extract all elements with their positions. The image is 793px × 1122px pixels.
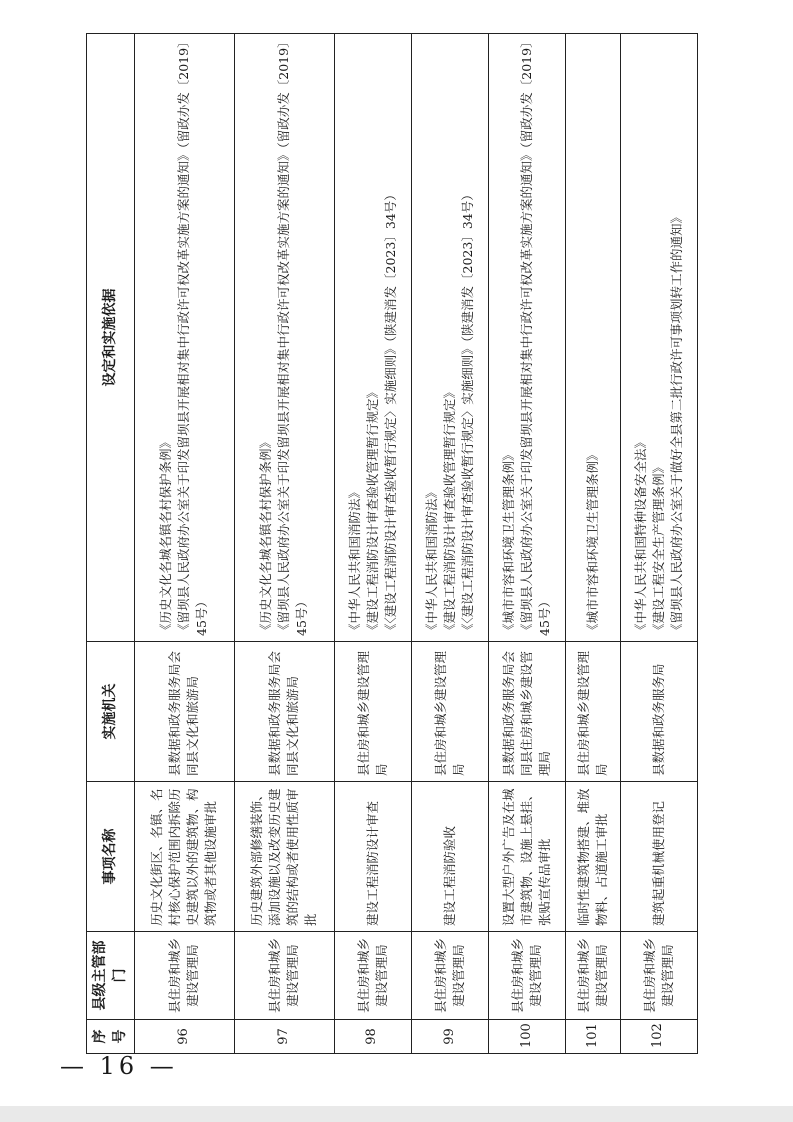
header-department: 县级主管部门 [87,932,135,1020]
row-agency: 县数据和政务服务局会同县文化和旅游局 [234,642,334,782]
basis-line: 《城市市容和环境卫生管理条例》 [584,448,600,636]
row-department: 县住房和城乡建设管理局 [334,932,411,1020]
table-row [411,34,488,1054]
rotated-table-container [86,34,698,1054]
row-agency: 县数据和政务服务局 [620,642,697,782]
basis-line: 《留坝县人民政府办公室关于印发留坝县开展相对集中行政许可权改革实施方案的通知》（留政办发〔2019〕45号） [519,41,553,636]
table-header-row [87,34,135,1054]
basis-line: 《建设工程安全生产管理条例》 [650,460,666,636]
basis-line: 《中华人民共和国消防法》 [346,485,362,636]
row-department: 县住房和城乡建设管理局 [489,932,566,1020]
row-agency: 县住房和城乡建设管理局 [566,642,620,782]
row-index: 97 [234,1020,334,1054]
header-index: 序号 [87,1020,135,1054]
row-index: 99 [411,1020,488,1054]
basis-line: 《建设工程消防设计审查验收管理暂行规定》 [364,385,380,636]
row-index: 102 [620,1020,697,1054]
basis-line: 《历史文化名城名镇名村保护条例》 [257,435,273,636]
row-agency: 县住房和城乡建设管理局 [411,642,488,782]
header-basis: 设定和实施依据 [87,34,135,642]
row-index: 98 [334,1020,411,1054]
basis-line: 《〈建设工程消防设计审查验收暂行规定〉实施细则》（陕建消发〔2023〕34号） [382,188,398,636]
row-department: 县住房和城乡建设管理局 [620,932,697,1020]
row-department: 县住房和城乡建设管理局 [134,932,234,1020]
row-basis [620,34,697,642]
row-basis [334,34,411,642]
row-item-name: 设置大型户外广告及在城市建筑物、设施上悬挂、张贴宣传品审批 [489,782,566,932]
row-item-name: 建设工程消防验收 [411,782,488,932]
row-basis [411,34,488,642]
row-item-name: 建筑起重机械使用登记 [620,782,697,932]
row-agency: 县数据和政务服务局会同县文化和旅游局 [134,642,234,782]
basis-line: 《〈建设工程消防设计审查验收暂行规定〉实施细则》（陕建消发〔2023〕34号） [460,188,476,636]
table-row [234,34,334,1054]
row-item-name: 临时性建筑物搭建、堆放物料、占道施工审批 [566,782,620,932]
row-index: 96 [134,1020,234,1054]
row-index: 100 [489,1020,566,1054]
row-department: 县住房和城乡建设管理局 [234,932,334,1020]
row-basis [489,34,566,642]
basis-line: 《中华人民共和国消防法》 [423,485,439,636]
table-row [620,34,697,1054]
basis-line: 《历史文化名城名镇名村保护条例》 [157,435,173,636]
row-item-name: 历史建筑外部修缮装饰、添加设施以及改变历史建筑的结构或者使用性质审批 [234,782,334,932]
basis-line: 《留坝县人民政府办公室关于做好全县第二批行政许可事项划转工作的通知》 [668,210,684,636]
basis-line: 《留坝县人民政府办公室关于印发留坝县开展相对集中行政许可权改革实施方案的通知》（留政办发〔2019〕45号） [176,41,210,636]
permit-items-table [86,33,698,1054]
row-item-name: 建设工程消防设计审查 [334,782,411,932]
table-row [566,34,620,1054]
row-department: 县住房和城乡建设管理局 [411,932,488,1020]
table-row [489,34,566,1054]
table-row [134,34,234,1054]
basis-line: 《建设工程消防设计审查验收管理暂行规定》 [441,385,457,636]
basis-line: 《城市市容和环境卫生管理条例》 [501,448,517,636]
row-basis [566,34,620,642]
basis-line: 《留坝县人民政府办公室关于印发留坝县开展相对集中行政许可权改革实施方案的通知》（留政办发〔2019〕45号） [276,41,310,636]
header-agency: 实施机关 [87,642,135,782]
row-basis [134,34,234,642]
row-item-name: 历史文化街区、名镇、名村核心保护范围内拆除历史建筑以外的建筑物、构筑物或者其他设施审批 [134,782,234,932]
table-row [334,34,411,1054]
row-basis [234,34,334,642]
header-item-name: 事项名称 [87,782,135,932]
scan-footer-strip [0,1106,793,1122]
row-department: 县住房和城乡建设管理局 [566,932,620,1020]
row-agency: 县住房和城乡建设管理局 [334,642,411,782]
row-index: 101 [566,1020,620,1054]
basis-line: 《中华人民共和国特种设备安全法》 [632,435,648,636]
page-number: — 16 — [60,1052,178,1080]
row-agency: 县数据和政务服务局会同县住房和城乡建设管理局 [489,642,566,782]
